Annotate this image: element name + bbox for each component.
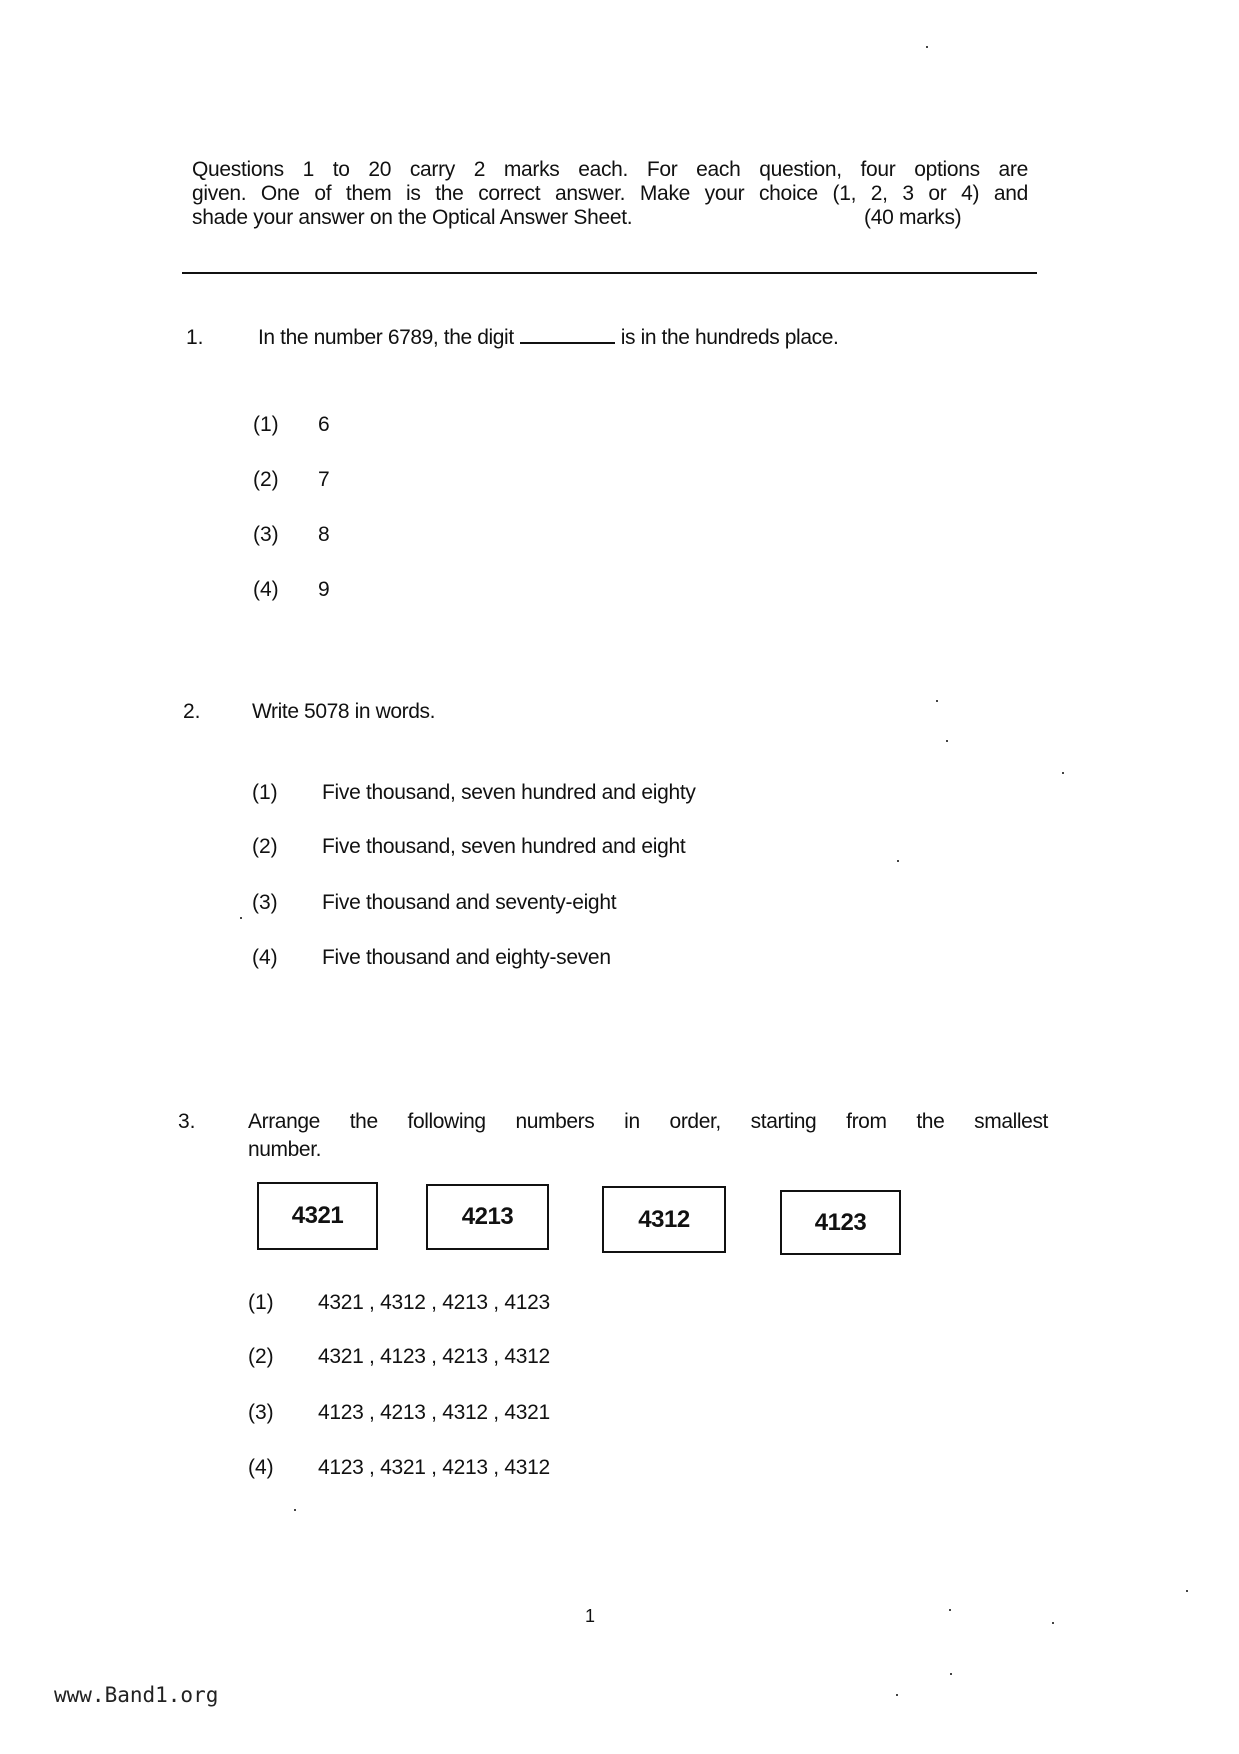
- option-label: (3): [248, 1401, 274, 1424]
- instructions-line-1: Questions 1 to 20 carry 2 marks each. For each question, four options are: [192, 158, 1028, 181]
- scan-speck: [897, 860, 899, 862]
- question-text-start: In the number 6789, the digit: [258, 326, 514, 349]
- option-value: Five thousand and seventy-eight: [322, 891, 617, 914]
- option-label: (1): [252, 781, 278, 804]
- option-label: (2): [248, 1345, 274, 1368]
- page-number: 1: [585, 1606, 596, 1626]
- question-text: [258, 326, 838, 350]
- option-label: (2): [253, 468, 279, 491]
- number-box: 4312: [602, 1186, 726, 1253]
- scan-speck: [294, 1509, 296, 1511]
- question-text-line-1: Arrange the following numbers in order, starting from the smallest: [248, 1110, 1048, 1133]
- scan-speck: [1186, 1590, 1188, 1592]
- question-text-line-2: number.: [248, 1138, 322, 1161]
- scan-speck: [1052, 1622, 1054, 1624]
- option-label: (3): [253, 523, 279, 546]
- option-value: 6: [318, 413, 330, 436]
- option-label: (4): [248, 1456, 274, 1479]
- question-number: 1.: [186, 326, 204, 349]
- option-value: 4321 , 4312 , 4213 , 4123: [318, 1291, 550, 1314]
- option-value: 9: [318, 578, 330, 601]
- scan-speck: [1062, 772, 1064, 774]
- option-label: (3): [252, 891, 278, 914]
- option-value: 7: [318, 468, 330, 491]
- option-label: (4): [252, 946, 278, 969]
- question-text-end: is in the hundreds place.: [620, 326, 839, 349]
- watermark: www.Band1.org: [54, 1683, 219, 1707]
- instructions-line-2: given. One of them is the correct answer. Make your choice (1, 2, 3 or 4) and: [192, 182, 1028, 205]
- option-value: Five thousand, seven hundred and eight: [322, 835, 686, 858]
- instructions-line-3: shade your answer on the Optical Answer Sheet.: [192, 206, 633, 229]
- number-box: 4123: [780, 1190, 901, 1255]
- question-number: 2.: [183, 700, 201, 723]
- option-value: 4123 , 4321 , 4213 , 4312: [318, 1456, 550, 1479]
- option-value: Five thousand, seven hundred and eighty: [322, 781, 696, 804]
- scan-speck: [926, 46, 928, 48]
- question-number: 3.: [178, 1110, 196, 1133]
- option-value: Five thousand and eighty-seven: [322, 946, 611, 969]
- question-text: Write 5078 in words.: [252, 700, 436, 723]
- option-label: (2): [252, 835, 278, 858]
- number-box: 4321: [257, 1182, 378, 1250]
- scan-speck: [946, 740, 948, 742]
- scan-speck: [950, 1673, 952, 1675]
- answer-blank: [520, 341, 615, 344]
- option-label: (4): [253, 578, 279, 601]
- option-value: 4321 , 4123 , 4213 , 4312: [318, 1345, 550, 1368]
- option-label: (1): [253, 413, 279, 436]
- scan-speck: [240, 917, 242, 919]
- option-value: 4123 , 4213 , 4312 , 4321: [318, 1401, 550, 1424]
- total-marks: (40 marks): [864, 206, 962, 229]
- option-value: 8: [318, 523, 330, 546]
- option-label: (1): [248, 1291, 274, 1314]
- number-box: 4213: [426, 1184, 549, 1250]
- scan-speck: [949, 1609, 951, 1611]
- section-divider: [182, 272, 1037, 274]
- scan-speck: [936, 700, 938, 702]
- scan-speck: [896, 1694, 898, 1696]
